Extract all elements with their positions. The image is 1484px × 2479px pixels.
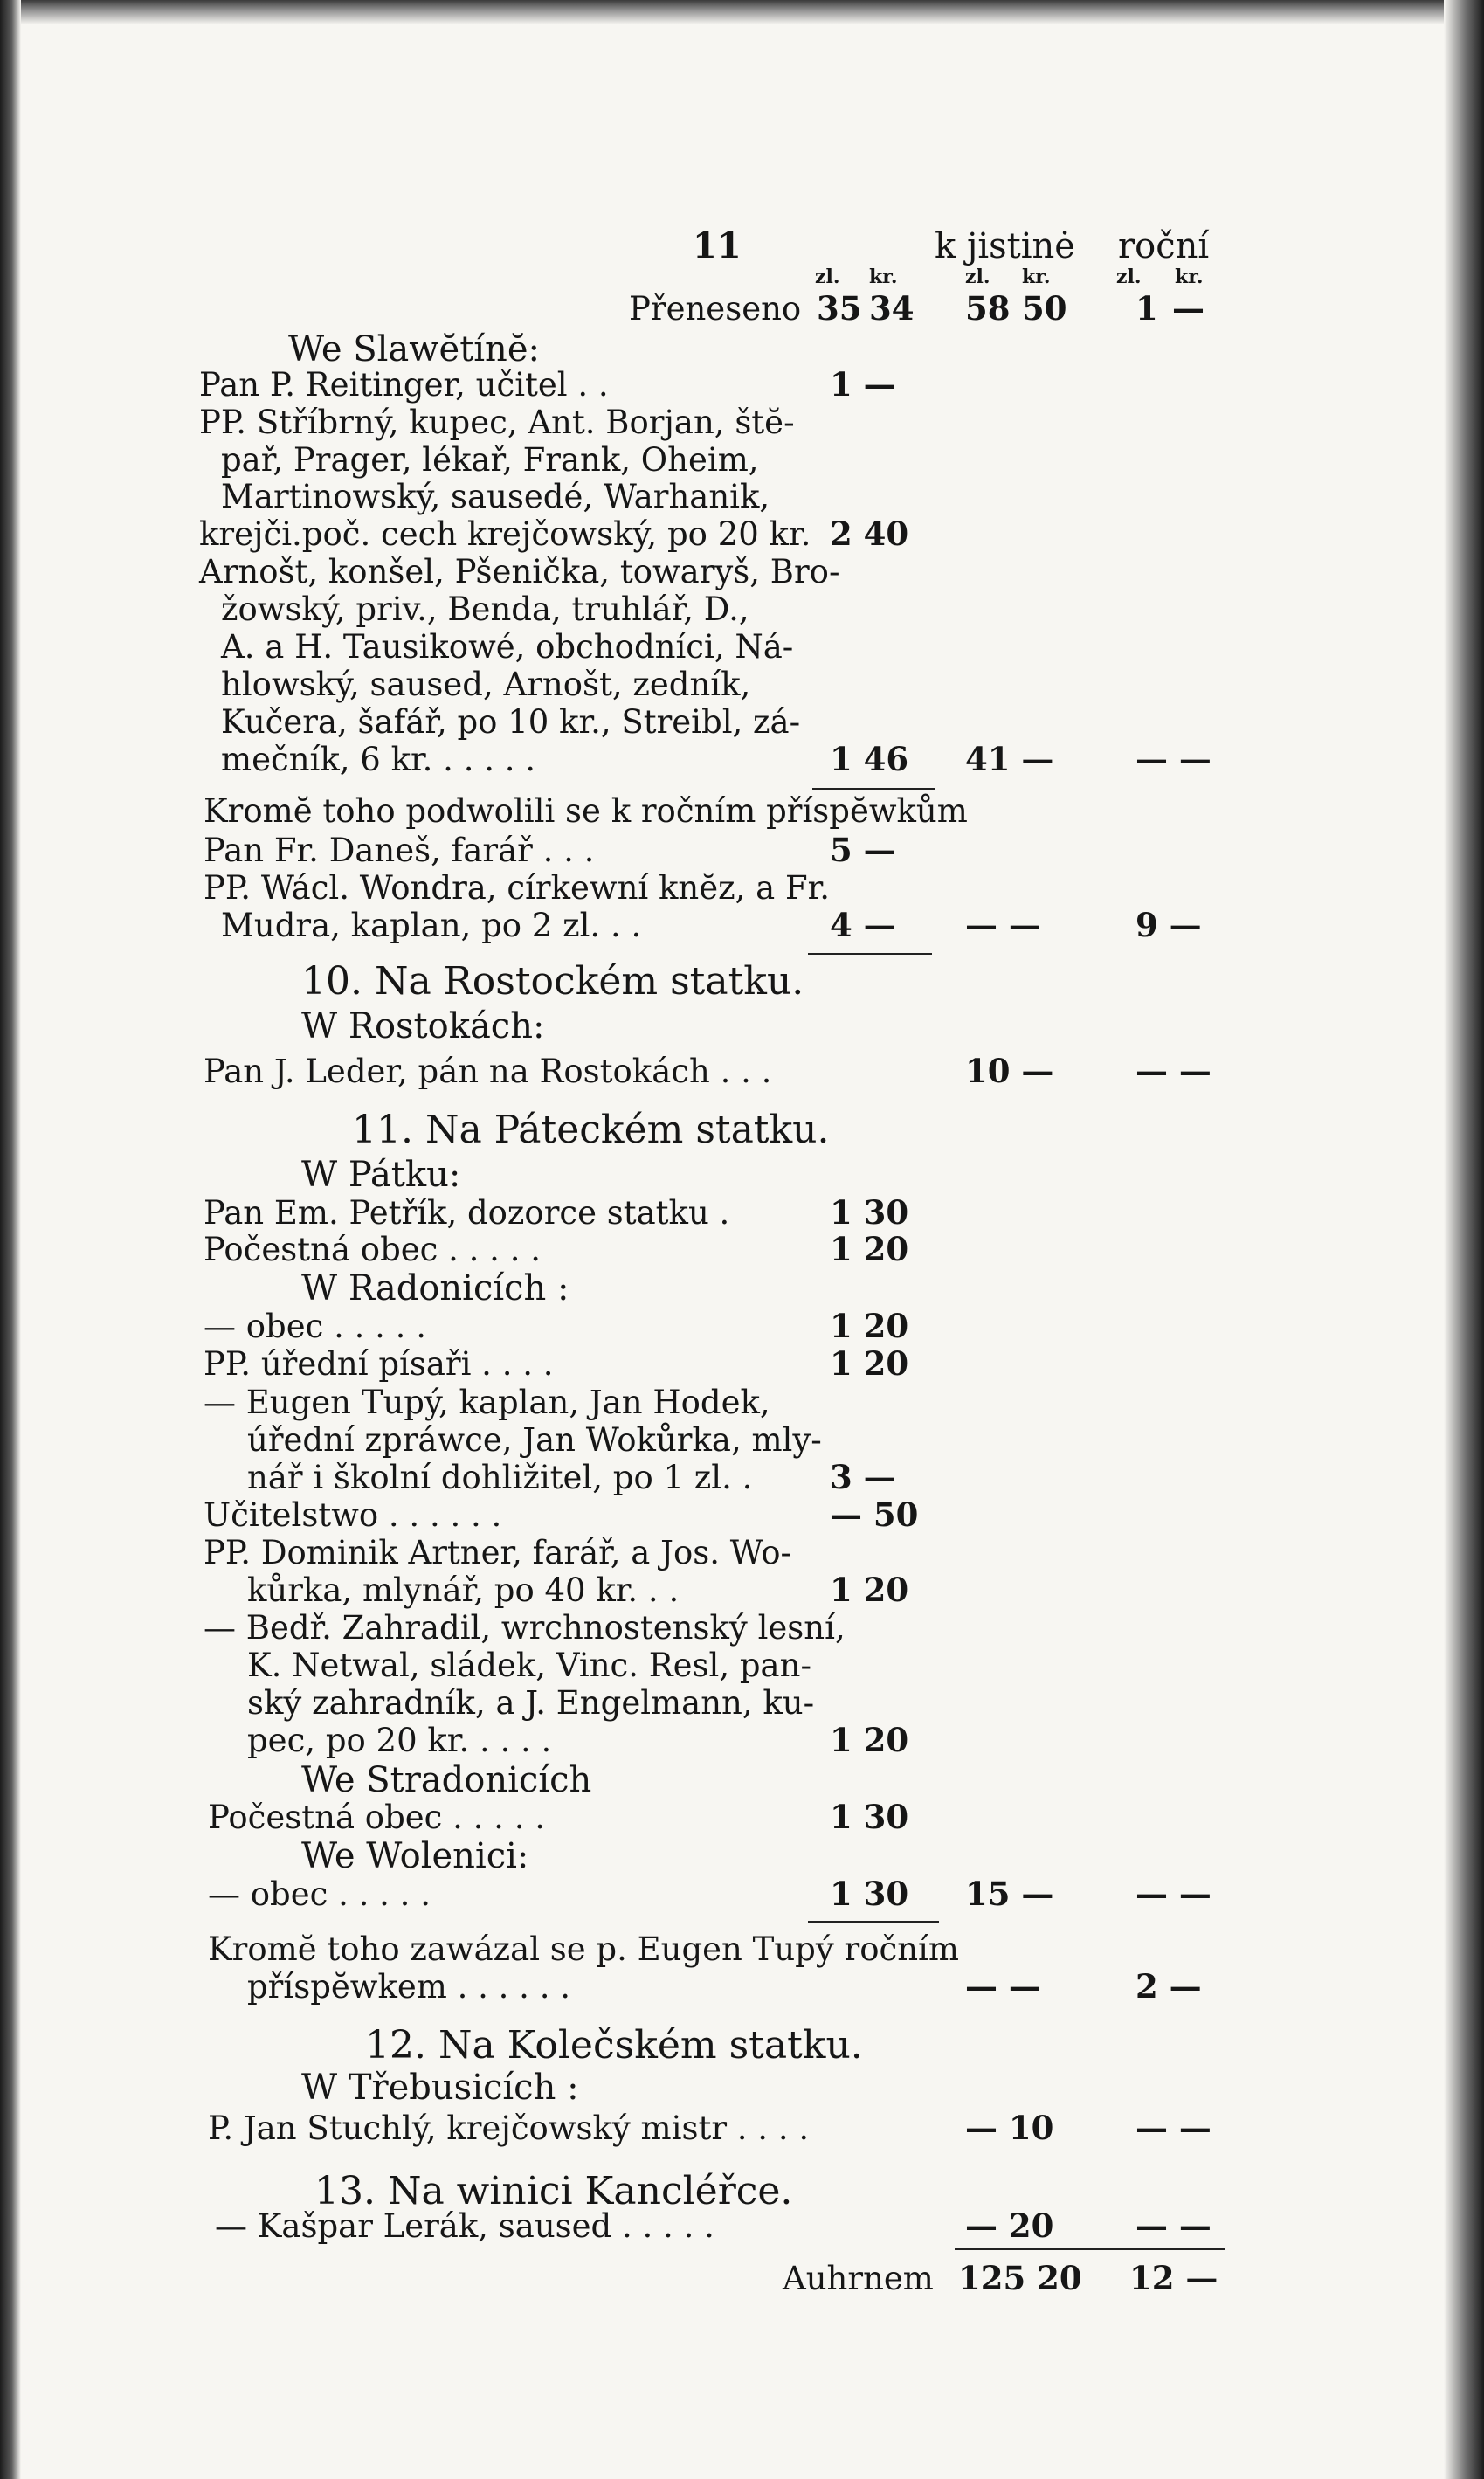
entry-text: — Kašpar Lerák, saused . . . . . <box>215 2207 714 2245</box>
rocni-value: 9 — <box>1135 906 1202 944</box>
entry-text: Arnošt, konšel, Pšenička, towaryš, Bro- <box>199 553 840 590</box>
jistina-value: — 10 <box>965 2109 1054 2147</box>
amount-zl-kr: 1 46 <box>830 740 909 778</box>
entry-text: nář i školní dohližitel, po 1 zl. . <box>247 1459 753 1496</box>
amount-zl-kr: 1 20 <box>830 1307 909 1345</box>
jistina-value: 15 — <box>965 1875 1054 1913</box>
column-header-jistine: k jistinė <box>935 226 1075 266</box>
place-heading: We Wolenici: <box>301 1836 529 1876</box>
entry-text: Počestná obec . . . . . <box>204 1231 541 1268</box>
carried-forward-label: Přeneseno <box>629 290 802 328</box>
entry-text: A. a H. Tausikowé, obchodníci, Ná- <box>221 628 794 666</box>
section-heading: 10. Na Rostockém statku. <box>301 959 804 1004</box>
entry-text: úřední zpráwce, Jan Wokůrka, mly- <box>247 1421 822 1459</box>
entry-text: PP. Wácl. Wondra, církewní knĕz, a Fr. <box>204 869 831 907</box>
entry-text: P. Jan Stuchlý, krejčowský mistr . . . . <box>208 2110 810 2147</box>
entry-text: Pan J. Leder, pán na Rostokách . . . <box>204 1053 772 1090</box>
entry-text: — Bedř. Zahradil, wrchnostenský lesní, <box>204 1609 846 1647</box>
entry-text: — Eugen Tupý, kaplan, Jan Hodek, <box>204 1384 770 1421</box>
entry-text: PP. Dominik Artner, farář, a Jos. Wo- <box>204 1534 792 1571</box>
rocni-value: — — <box>1135 1052 1211 1090</box>
amount-zl-kr: 2 40 <box>830 514 909 553</box>
entry-text: Kučera, šafář, po 10 kr., Streibl, zá- <box>221 703 801 741</box>
amount-zl-kr: 1 — <box>830 365 896 404</box>
rocni-value: — — <box>1135 740 1211 778</box>
amount-zl-kr: 4 — <box>830 906 896 944</box>
place-heading: We Slawĕtínĕ: <box>288 329 540 369</box>
entry-text: — obec . . . . . <box>208 1875 431 1913</box>
carried-value: — <box>1172 289 1204 328</box>
rocni-value: 2 — <box>1135 1967 1202 2006</box>
jistina-value: — — <box>965 1967 1041 2006</box>
carried-value: 1 <box>1135 289 1158 328</box>
amount-zl-kr: 1 30 <box>830 1798 909 1836</box>
total-rocni: 12 — <box>1129 2259 1218 2297</box>
amount-zl-kr: 3 — <box>830 1458 896 1496</box>
place-heading: W Rostokách: <box>301 1006 545 1046</box>
entry-text: pař, Prager, lékař, Frank, Oheim, <box>221 441 759 479</box>
total-label: Auhrnem <box>783 2260 934 2297</box>
entry-text: PP. Stříbrný, kupec, Ant. Borjan, štĕ- <box>199 404 795 441</box>
entry-text: pec, po 20 kr. . . . . <box>247 1722 552 1759</box>
jistina-value: 10 — <box>965 1052 1054 1090</box>
unit-label: kr. <box>869 266 898 288</box>
entry-text: ský zahradník, a J. Engelmann, ku- <box>247 1684 815 1722</box>
entry-text: PP. úřední písaři . . . . <box>204 1345 554 1383</box>
jistina-value: — — <box>965 906 1041 944</box>
place-heading: W Pátku: <box>301 1155 461 1195</box>
section-heading: 13. Na winici Kancléřce. <box>314 2169 793 2213</box>
entry-text: K. Netwal, sládek, Vinc. Resl, pan- <box>247 1647 811 1684</box>
entry-text: Mudra, kaplan, po 2 zl. . . <box>221 907 642 944</box>
entry-text: hlowský, saused, Arnošt, zedník, <box>221 666 751 703</box>
entry-text: Kromĕ toho zawázal se p. Eugen Tupý ročním <box>208 1930 959 1968</box>
amount-zl-kr: — 50 <box>830 1495 919 1534</box>
subtotal-rule <box>808 1921 939 1923</box>
section-heading: 12. Na Kolečském statku. <box>365 2023 863 2068</box>
rocni-value: — — <box>1135 2206 1211 2245</box>
unit-label: zl. <box>1116 266 1142 288</box>
subtotal-rule <box>808 953 932 955</box>
amount-zl-kr: 1 20 <box>830 1721 909 1759</box>
entry-text: Počestná obec . . . . . <box>208 1799 545 1836</box>
entry-text: Pan Em. Petřík, dozorce statku . <box>204 1194 730 1232</box>
rocni-value: — — <box>1135 1875 1211 1913</box>
unit-label: kr. <box>1022 266 1051 288</box>
page-scan-edge-top <box>0 0 1484 24</box>
total-rule <box>955 2248 1225 2250</box>
place-heading: W Třebusicích : <box>301 2068 579 2108</box>
entry-text: žowský, priv., Benda, truhlář, D., <box>221 590 749 628</box>
amount-zl-kr: 1 20 <box>830 1230 909 1268</box>
page-scan-edge-right <box>1444 0 1484 2479</box>
entry-text: Kromĕ toho podwolili se k ročním příspĕwkům <box>204 792 968 830</box>
carried-value: 34 <box>869 289 915 328</box>
jistina-value: — 20 <box>965 2206 1054 2245</box>
carried-value: 50 <box>1022 289 1067 328</box>
place-heading: We Stradonicích <box>301 1760 592 1800</box>
column-header-rocni: roční <box>1118 226 1210 266</box>
entry-text: — obec . . . . . <box>204 1308 426 1345</box>
entry-text: Pan Fr. Daneš, farář . . . <box>204 832 595 869</box>
entry-text: Pan P. Reitinger, učitel . . <box>199 366 609 404</box>
amount-zl-kr: 5 — <box>830 831 896 869</box>
entry-text: kůrka, mlynář, po 40 kr. . . <box>247 1571 680 1609</box>
unit-label: zl. <box>815 266 840 288</box>
unit-label: kr. <box>1175 266 1204 288</box>
entry-text: Martinowský, sausedé, Warhanik, <box>221 478 770 515</box>
amount-zl-kr: 1 30 <box>830 1193 909 1232</box>
carried-value: 35 <box>817 289 862 328</box>
amount-zl-kr: 1 30 <box>830 1875 909 1913</box>
subtotal-rule <box>812 788 935 790</box>
total-jistina: 125 20 <box>958 2259 1082 2297</box>
rocni-value: — — <box>1135 2109 1211 2147</box>
unit-label: zl. <box>965 266 990 288</box>
amount-zl-kr: 1 20 <box>830 1571 909 1609</box>
jistina-value: 41 — <box>965 740 1054 778</box>
entry-text: krejči.poč. cech krejčowský, po 20 kr. <box>199 515 811 553</box>
entry-text: příspĕwkem . . . . . . <box>247 1968 570 2006</box>
entry-text: mečník, 6 kr. . . . . . <box>221 741 536 778</box>
page-scan-edge-left <box>0 0 21 2479</box>
carried-value: 58 <box>965 289 1011 328</box>
entry-text: Učitelstwo . . . . . . <box>204 1496 502 1534</box>
section-heading: 11. Na Páteckém statku. <box>352 1108 830 1152</box>
page-number: 11 <box>693 225 742 266</box>
place-heading: W Radonicích : <box>301 1268 569 1309</box>
amount-zl-kr: 1 20 <box>830 1344 909 1383</box>
